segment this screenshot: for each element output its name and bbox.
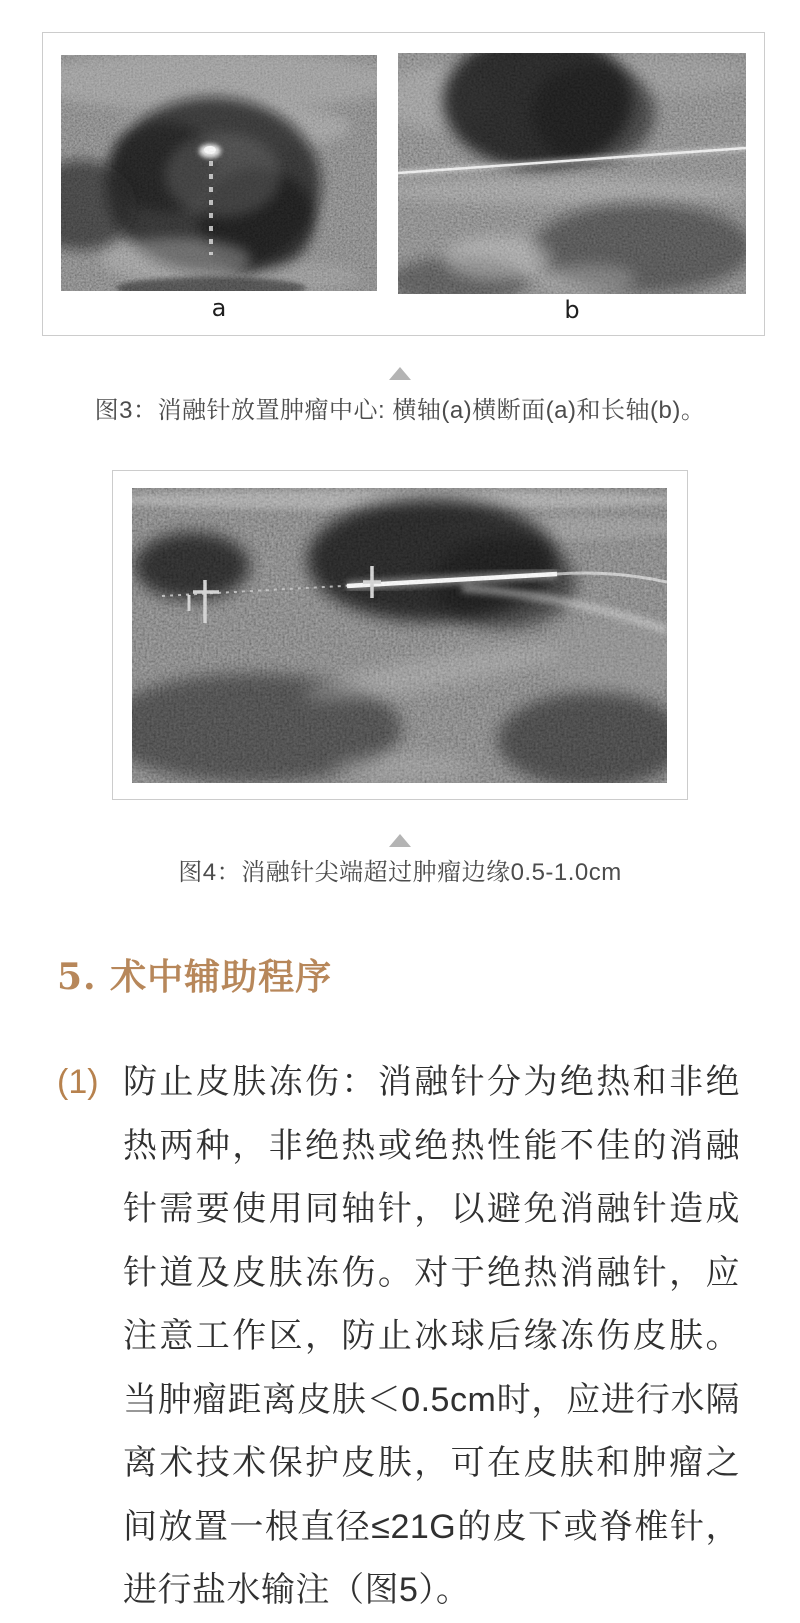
section-heading: 5. 术中辅助程序 [57,956,333,998]
figure3-frame [42,32,765,336]
figure4-caption: 图4：消融针尖端超过肿瘤边缘0.5-1.0cm [178,859,622,886]
figure4-frame [112,470,688,800]
paragraph-block [57,1051,740,1623]
list-item-marker: (1) [57,1063,99,1101]
paragraph-text: 防止皮肤冻伤：消融针分为绝热和非绝热两种，非绝热或绝热性能不佳的消融针需要使用同轴针，以避免消融针造成针道及皮肤冻伤。对于绝热消融针，应注意工作区，防止冰球后缘冻伤皮肤。当肿瘤距离皮肤＜0.5cm时，应进行水隔离术技术保护皮肤，可在皮肤和肿瘤之间放置一根直径≤21G的皮下或脊椎针，进行盐水输注（图5）。 [123,1063,740,1609]
figure3-label-b: b [564,296,580,324]
figure3-label-a: a [211,294,227,322]
triangle-up-icon [389,834,411,847]
ultrasound-image-figure4 [132,488,667,783]
ultrasound-image-b [398,53,746,294]
triangle-up-icon [389,367,411,380]
figure3-caption: 图3：消融针放置肿瘤中心: 横轴(a)横断面(a)和长轴(b)。 [94,397,706,424]
ultrasound-image-a [61,55,377,291]
